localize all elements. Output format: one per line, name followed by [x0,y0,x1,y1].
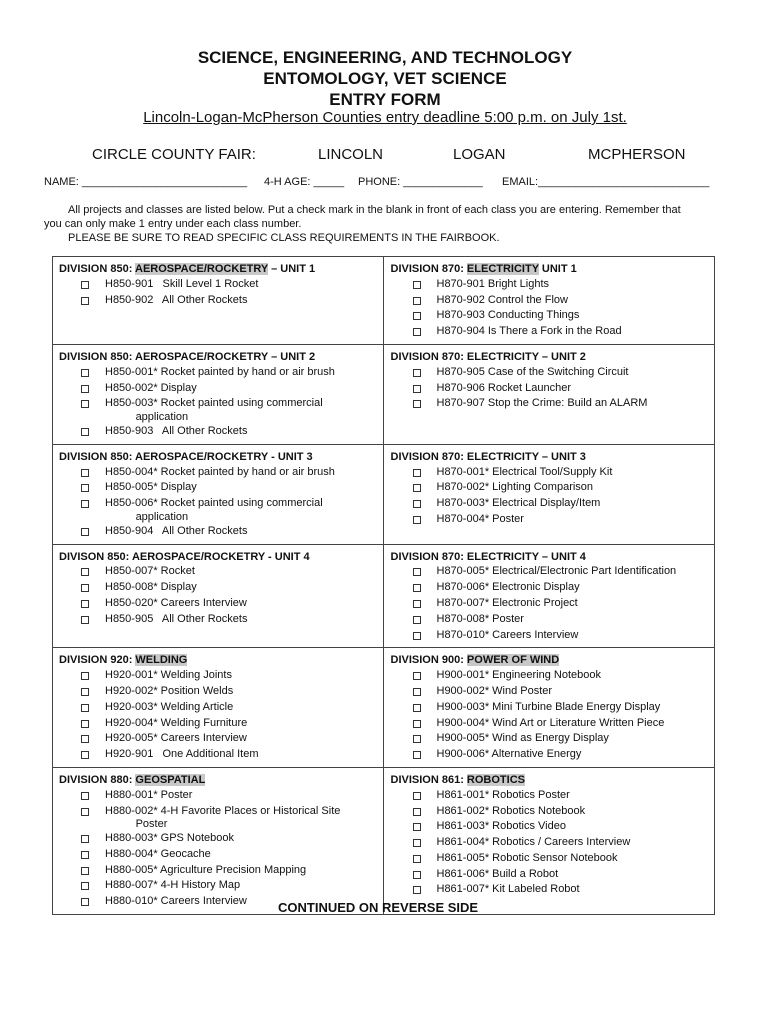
division-cell [53,257,383,344]
county-mcpherson[interactable]: MCPHERSON [588,146,686,163]
class-entry [59,848,377,864]
division-header [59,351,377,365]
class-entry [391,613,709,629]
instructions [44,203,720,245]
class-entry [391,805,709,821]
class-label: H900-002* Wind Poster [436,684,553,697]
checkbox-icon[interactable] [413,400,421,408]
checkbox-icon[interactable] [413,600,421,608]
class-label: H920-002* Position Welds [105,684,234,697]
division-header-suffix: UNIT 1 [538,263,577,275]
division-header-prefix: DIVISION 870: [390,263,467,275]
class-label: H870-902 Control the Flow [436,293,568,306]
division-row [53,767,714,914]
class-entry [391,366,709,382]
class-label: H861-005* Robotic Sensor Notebook [436,851,618,864]
class-label: H861-002* Robotics Notebook [436,804,586,817]
class-entry [391,883,709,899]
class-entry [391,278,709,294]
class-label: H870-003* Electrical Display/Item [436,497,601,510]
class-label: H850-007* Rocket [105,565,195,578]
class-entry [59,565,377,581]
division-header-prefix: DIVISION 870: ELECTRICITY – UNIT 2 [390,350,586,363]
checkbox-icon[interactable] [413,584,421,592]
checkbox-icon[interactable] [413,369,421,377]
checkbox-icon[interactable] [81,528,89,536]
class-entry [391,669,709,685]
class-label: H870-007* Electronic Project [436,596,578,609]
class-entry [59,701,377,717]
division-header [391,351,709,365]
class-label: H861-004* Robotics / Careers Interview [436,836,631,849]
checkbox-icon[interactable] [413,839,421,847]
class-entry [59,613,377,629]
checkbox-icon[interactable] [413,281,421,289]
division-name-highlight: ELECTRICITY [466,263,539,275]
class-label: H850-901 Skill Level 1 Rocket [105,277,259,290]
checkbox-icon[interactable] [413,823,421,831]
continued-note: CONTINUED ON REVERSE SIDE [278,900,479,915]
division-name-highlight: POWER OF WIND [466,654,560,667]
class-entry [391,852,709,868]
division-header [59,551,377,565]
division-header-prefix: DIVISION 850: AEROSPACE/ROCKETRY – UNIT 2 [59,350,316,363]
class-entry [59,748,377,764]
class-label: H861-006* Build a Robot [436,867,559,880]
county-fair-label: CIRCLE COUNTY FAIR: [92,146,256,163]
division-cell [383,257,715,344]
class-label: H900-006* Alternative Energy [436,748,582,761]
class-entry [391,581,709,597]
county-fair-row [0,146,770,166]
class-label: H861-003* Robotics Video [436,820,566,833]
class-label: H850-904 All Other Rockets [105,524,248,537]
division-header-prefix: DIVISION 880: [59,773,136,786]
class-entry [391,820,709,836]
division-cell [383,768,715,914]
class-entry [59,366,377,382]
class-label: H900-001* Engineering Notebook [436,669,602,682]
class-entry [59,805,377,833]
class-entry [59,525,377,541]
class-label: H920-001* Welding Joints [105,669,232,682]
checkbox-icon[interactable] [81,281,89,289]
class-entry [391,309,709,325]
checkbox-icon[interactable] [413,616,421,624]
class-label: H870-906 Rocket Launcher [436,381,572,394]
checkbox-icon[interactable] [413,484,421,492]
instructions-line-2: you can only make 1 entry under each class number. [44,218,302,230]
class-label: H850-905 All Other Rockets [105,612,248,625]
division-header-prefix: DIVISON 850: AEROSPACE/ROCKETRY - UNIT 4 [59,550,310,563]
class-label: H880-001* Poster [105,788,193,801]
class-entry [59,497,377,525]
class-entry [59,481,377,497]
class-label: H861-001* Robotics Poster [436,788,570,801]
division-header-prefix: DIVISION 861: [390,773,467,786]
checkbox-icon[interactable] [81,735,89,743]
class-entry [391,732,709,748]
checkbox-icon[interactable] [81,600,89,608]
division-header [391,774,709,788]
checkbox-icon[interactable] [413,886,421,894]
phone-field[interactable]: PHONE: _____________ [358,176,483,188]
class-label: H920-003* Welding Article [105,700,234,713]
checkbox-icon[interactable] [81,867,89,875]
division-header-suffix: – UNIT 1 [268,263,316,275]
division-row [53,257,714,344]
class-entry [391,789,709,805]
class-entry [391,629,709,645]
class-label: H850-902 All Other Rockets [105,293,248,306]
class-label: H870-903 Conducting Things [436,309,580,322]
division-header [391,451,709,465]
division-header [391,551,709,565]
checkbox-icon[interactable] [81,688,89,696]
class-label: H870-002* Lighting Comparison [436,481,594,494]
class-entry [59,466,377,482]
class-label: H850-903 All Other Rockets [105,424,248,437]
checkbox-icon[interactable] [81,616,89,624]
class-label: H850-008* Display [105,581,197,594]
class-entry [391,565,709,581]
checkbox-icon[interactable] [413,720,421,728]
county-lincoln[interactable]: LINCOLN [318,146,384,163]
division-header-prefix: DIVISION 870: ELECTRICITY – UNIT 4 [390,550,586,563]
class-table [52,256,715,915]
checkbox-icon[interactable] [81,792,89,800]
class-label: H920-901 One Additional Item [105,748,259,761]
checkbox-icon[interactable] [413,751,421,759]
class-label: H850-002* Display [105,381,197,394]
checkbox-icon[interactable] [81,882,89,890]
class-entry [391,294,709,310]
class-label: H870-008* Poster [436,612,524,625]
checkbox-icon[interactable] [81,751,89,759]
checkbox-icon[interactable] [81,672,89,680]
checkbox-icon[interactable] [81,720,89,728]
division-cell [383,445,715,544]
class-label: H870-904 Is There a Fork in the Road [436,325,622,338]
class-label: H861-007* Kit Labeled Robot [436,883,580,896]
age-field[interactable]: 4-H AGE: _____ [264,176,345,188]
checkbox-icon[interactable] [81,835,89,843]
checkbox-icon[interactable] [413,632,421,640]
checkbox-icon[interactable] [81,469,89,477]
class-label: H870-006* Electronic Display [436,581,580,594]
class-entry [59,732,377,748]
class-entry [391,868,709,884]
checkbox-icon[interactable] [413,808,421,816]
class-label: H880-007* 4-H History Map [105,879,241,892]
class-label: H880-004* Geocache [105,847,211,860]
division-cell [383,345,715,444]
division-header [391,263,709,277]
division-cell [383,648,715,767]
class-label: H870-004* Poster [436,512,524,525]
checkbox-icon[interactable] [81,851,89,859]
division-name-highlight: AEROSPACE/ROCKETRY [135,263,269,275]
division-name-highlight: GEOSPATIAL [135,773,206,786]
division-cell [53,445,383,544]
class-label: H900-004* Wind Art or Literature Written Piece [436,716,665,729]
class-entry [391,382,709,398]
checkbox-icon[interactable] [81,898,89,906]
checkbox-icon[interactable] [413,297,421,305]
class-entry [59,382,377,398]
class-label: H870-905 Case of the Switching Circuit [436,365,629,378]
checkbox-icon[interactable] [413,500,421,508]
class-entry [59,685,377,701]
division-header [391,654,709,668]
checkbox-icon[interactable] [81,385,89,393]
checkbox-icon[interactable] [413,735,421,743]
class-entry [59,669,377,685]
division-cell [383,545,715,648]
division-cell [53,648,383,767]
checkbox-icon[interactable] [413,704,421,712]
class-label: H850-006* Rocket painted using commercial application [105,497,323,523]
division-header-prefix: DIVISION 850: [59,263,136,275]
instructions-line-1: All projects and classes are listed below. Put a check mark in the blank in front of each class you are entering. Remember that [68,204,681,216]
class-entry [59,581,377,597]
class-entry [391,685,709,701]
class-entry [391,325,709,341]
class-entry [391,836,709,852]
class-label: H920-005* Careers Interview [105,732,247,745]
class-label: H850-020* Careers Interview [105,596,247,609]
checkbox-icon[interactable] [413,871,421,879]
class-entry [59,294,377,310]
name-field[interactable]: NAME: ___________________________ [44,176,248,188]
division-header-prefix: DIVISION 870: ELECTRICITY – UNIT 3 [390,450,586,463]
division-header-prefix: DIVISION 900: [390,654,467,667]
checkbox-icon[interactable] [81,428,89,436]
checkbox-icon[interactable] [413,688,421,696]
checkbox-icon[interactable] [81,484,89,492]
class-label: H850-003* Rocket painted using commercial application [105,397,323,424]
class-label: H870-005* Electrical/Electronic Part Identification [436,565,677,578]
division-cell [53,545,383,648]
division-header [59,774,377,788]
class-entry [59,879,377,895]
division-header-prefix: DIVISION 850: AEROSPACE/ROCKETRY - UNIT 3 [59,450,313,463]
division-header [59,654,377,668]
class-label: H870-901 Bright Lights [436,277,550,290]
checkbox-icon[interactable] [413,792,421,800]
class-entry [59,789,377,805]
division-row [53,544,714,648]
class-label: H880-003* GPS Notebook [105,832,235,845]
class-label: H850-004* Rocket painted by hand or air brush [105,465,335,478]
class-label: H870-907 Stop the Crime: Build an ALARM [436,397,648,410]
form-title: SCIENCE, ENGINEERING, AND TECHNOLOGY [197,48,573,67]
checkbox-icon[interactable] [81,297,89,305]
class-entry [59,397,377,425]
class-label: H900-005* Wind as Energy Display [436,732,609,745]
checkbox-icon[interactable] [81,500,89,508]
division-name-highlight: WELDING [135,654,188,667]
class-entry [391,717,709,733]
checkbox-icon[interactable] [81,568,89,576]
checkbox-icon[interactable] [413,312,421,320]
checkbox-icon[interactable] [413,516,421,524]
checkbox-icon[interactable] [81,400,89,408]
class-entry [59,832,377,848]
class-label: H870-001* Electrical Tool/Supply Kit [436,465,613,478]
checkbox-icon[interactable] [81,808,89,816]
class-entry [59,597,377,613]
checkbox-icon[interactable] [413,328,421,336]
class-label: H880-010* Careers Interview [105,895,247,908]
division-header-prefix: DIVISION 920: [59,654,136,667]
email-field[interactable]: EMAIL:____________________________ [502,176,710,188]
form-heading: ENTRY FORM [329,90,441,109]
class-entry [391,397,709,413]
class-label: H850-001* Rocket painted by hand or air brush [105,365,335,378]
checkbox-icon[interactable] [413,672,421,680]
class-entry [391,701,709,717]
division-row [53,647,714,767]
division-cell [53,345,383,444]
class-label: H920-004* Welding Furniture [105,716,248,729]
checkbox-icon[interactable] [413,855,421,863]
class-entry [59,864,377,880]
division-row [53,444,714,544]
class-entry [391,497,709,513]
class-entry [391,748,709,764]
instructions-line-3: PLEASE BE SURE TO READ SPECIFIC CLASS REQUIREMENTS IN THE FAIRBOOK. [68,232,500,244]
class-entry [391,481,709,497]
class-label: H870-010* Careers Interview [436,628,579,641]
checkbox-icon[interactable] [81,369,89,377]
checkbox-icon[interactable] [81,704,89,712]
class-entry [391,597,709,613]
class-entry [59,278,377,294]
entry-deadline: Lincoln-Logan-McPherson Counties entry deadline 5:00 p.m. on July 1st. [143,109,627,126]
class-label: H880-002* 4-H Favorite Places or Historical Site Poster [105,804,341,831]
checkbox-icon[interactable] [81,584,89,592]
county-logan[interactable]: LOGAN [453,146,506,163]
division-row [53,344,714,444]
division-cell [53,768,383,914]
class-entry [59,717,377,733]
class-entry [391,513,709,529]
class-label: H850-005* Display [105,481,197,494]
checkbox-icon[interactable] [413,568,421,576]
form-subtitle: ENTOMOLOGY, VET SCIENCE [263,69,507,88]
division-header [59,451,377,465]
class-label: H900-003* Mini Turbine Blade Energy Display [436,700,661,713]
class-label: H880-005* Agriculture Precision Mapping [105,863,307,876]
checkbox-icon[interactable] [413,469,421,477]
class-entry [391,466,709,482]
division-name-highlight: ROBOTICS [466,773,525,786]
checkbox-icon[interactable] [413,385,421,393]
class-entry [59,425,377,441]
division-header [59,263,377,277]
